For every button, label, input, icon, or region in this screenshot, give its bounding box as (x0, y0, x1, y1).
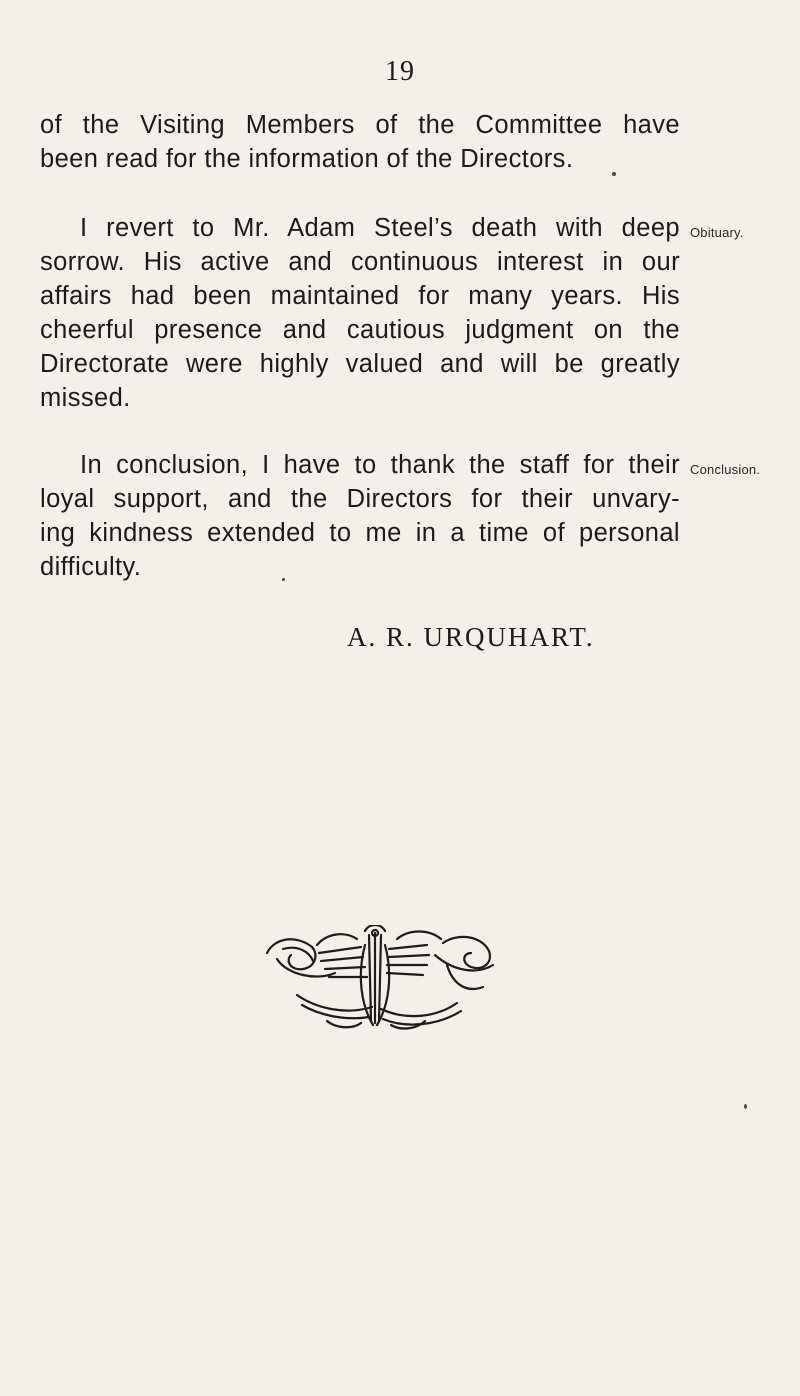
paper-speck (282, 578, 285, 581)
paper-speck (744, 1104, 747, 1109)
paragraph-3 (40, 448, 680, 584)
margin-note-conclusion: Conclusion. (690, 462, 761, 477)
text-line: In conclusion, I have to thank the staff for their (80, 451, 680, 479)
paragraph-2 (40, 211, 680, 415)
signature: A. R. URQUHART. (347, 622, 595, 652)
page-number: 19 (385, 56, 415, 87)
text-line: of the Visiting Members of the Committee have (40, 111, 680, 139)
paper-speck (612, 172, 616, 176)
text-line: loyal support, and the Directors for their unvary- (40, 485, 680, 513)
text-line: Directorate were highly valued and will be greatly (40, 350, 680, 378)
text-line: sorrow. His active and continuous interest in our (40, 248, 680, 276)
text-line: ing kindness extended to me in a time of personal (40, 519, 680, 547)
floral-tailpiece-ornament-icon (257, 925, 502, 1035)
text-line: missed. (40, 384, 131, 412)
text-line: cheerful presence and cautious judgment on the (40, 316, 680, 344)
text-line: affairs had been maintained for many years. His (40, 282, 680, 310)
paragraph-1 (40, 108, 680, 176)
margin-note-obituary: Obituary. (690, 225, 744, 240)
text-line: been read for the information of the Directors. (40, 145, 574, 173)
text-line: difficulty. (40, 553, 142, 581)
text-line: I revert to Mr. Adam Steel’s death with deep (80, 214, 680, 242)
